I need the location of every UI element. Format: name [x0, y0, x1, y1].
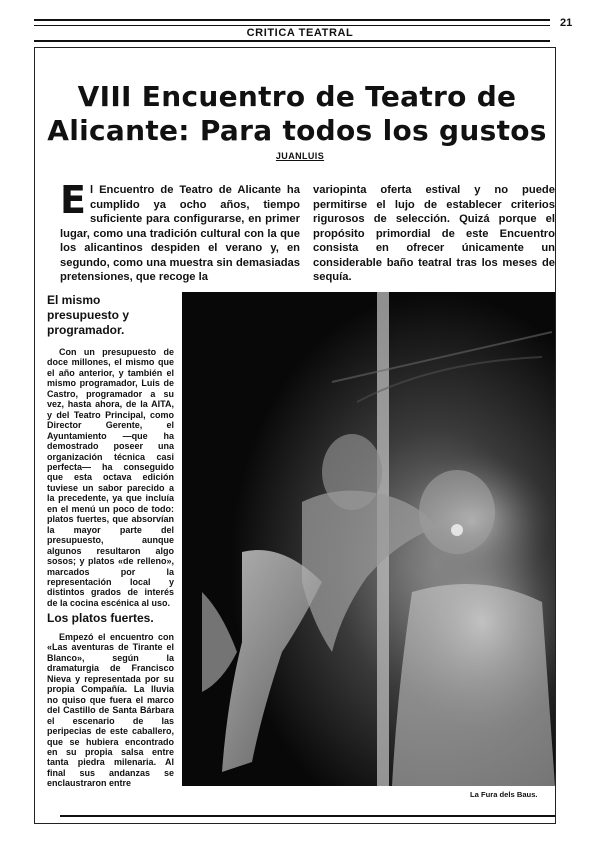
- section-title: CRITICA TEATRAL: [246, 27, 354, 39]
- page-number: 21: [560, 17, 573, 29]
- paragraph-budget: Con un presupuesto de doce millones, el mismo que el año anterior, y también el mismo programador, Luis de Castro, programador a su vez, hasta ahora, de la AITA, y del Teatro Principal, como Director Gerente, el Ayuntamiento —que ha demostrado poseer una organización técnica casi perfecta— ha conseguido que esta octava edición tuviese un sabor parecido a la precedente, ya que incluía en el menú un poco de todo: platos fuertes, que absorvían la mayor parte del presupuesto, aunque algunos resultaron algo sosos; y platos «de relleno», marcados por la representación local y distintos grados de interés de la cocina escénica al uso.: [47, 347, 174, 608]
- body-column-2: [47, 611, 174, 789]
- photo-image: [182, 292, 555, 786]
- performance-photo: [182, 292, 555, 786]
- drop-cap: E: [60, 178, 86, 222]
- lead-column-2: variopinta oferta estival y no puede permitirse el lujo de establecer criterios rigurosos de selección. Quizá porque el propósito primordial de este Encuentro consista en ofrecer únicamente un considerable baño teatral tras los meses de sequía.: [313, 184, 555, 283]
- title-line-2: Alicante: Para todos los gustos: [47, 114, 547, 147]
- article-title: [44, 80, 550, 148]
- footer-rule: [60, 815, 555, 817]
- author-byline: JUANLUIS: [275, 151, 325, 161]
- header-rule-top: [34, 19, 550, 21]
- subhead-budget: El mismo presupuesto y programador.: [47, 293, 130, 337]
- header-rule-bottom: [34, 40, 550, 42]
- lead-column-1: [60, 178, 300, 285]
- header-rule-mid: [34, 25, 550, 26]
- paragraph-main-dishes: Empezó el encuentro con «Las aventuras de Tirante el Blanco», según la dramaturgia de Francisco Nieva y representada por su propia Compañía. La lluvia no quiso que fuera el marco del Castillo de Santa Bárbara el escenario de las peripecias de este caballero, que se hubiera encontrado en su propia salsa entre tanta piedra milenaria. Al final sus andanzas se enclaustraron entre: [47, 632, 174, 789]
- title-line-1: VIII Encuentro de Teatro de: [77, 80, 517, 113]
- subhead-main-dishes: Los platos fuertes.: [47, 611, 154, 625]
- photo-caption: La Fura dels Baus.: [470, 790, 538, 799]
- lead-text-1: l Encuentro de Teatro de Alicante ha cumplido ya ocho años, tiempo suficiente para configurarse, en primer lugar, como una tradición cultural con la que los alicantinos despiden el verano y, en segundo, como una muestra sin demasiadas pretensiones, que recoge la: [60, 184, 300, 283]
- body-column-1: [47, 293, 174, 608]
